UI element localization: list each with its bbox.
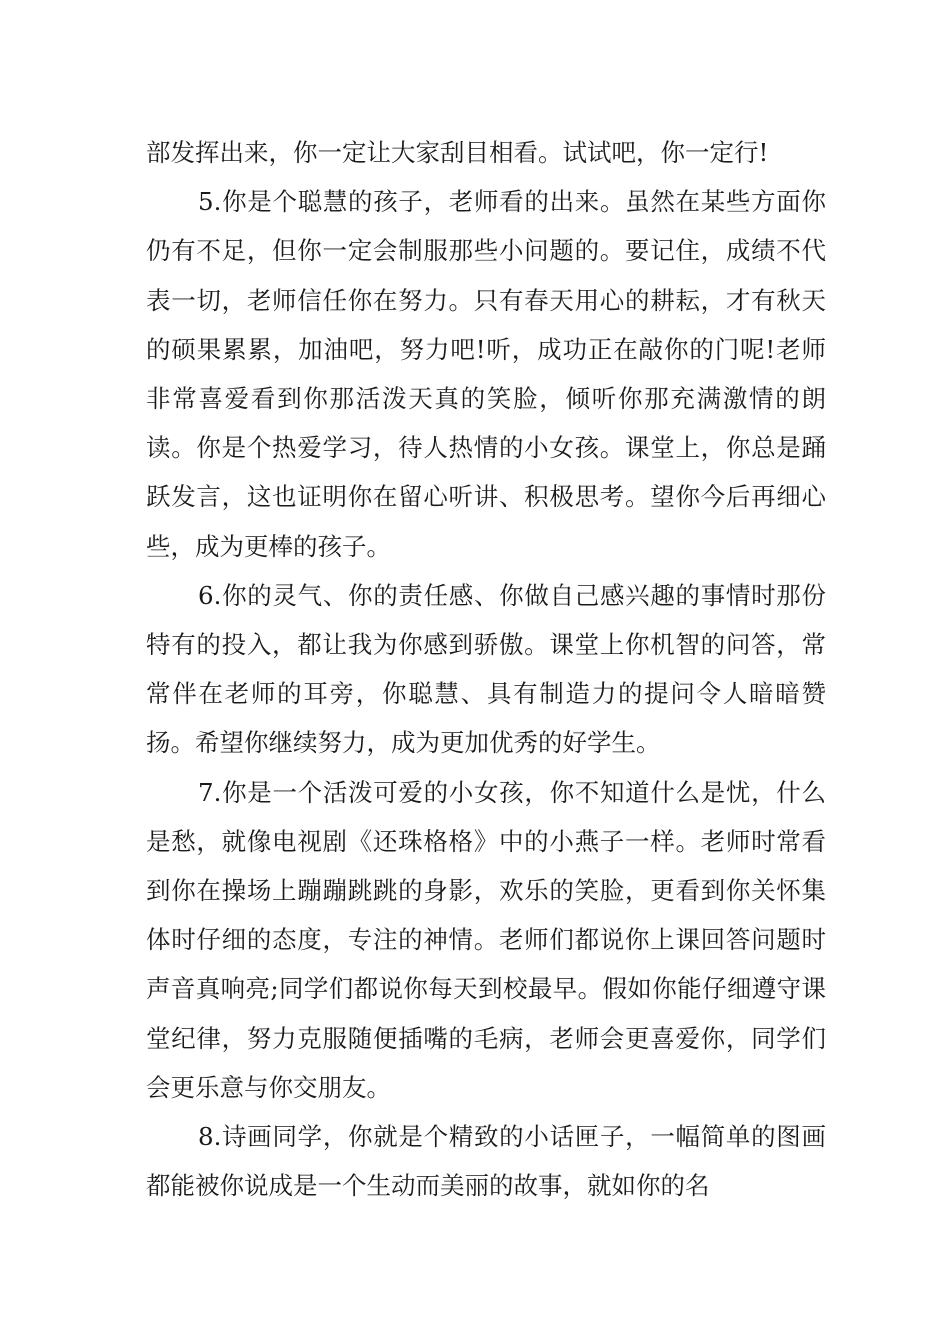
paragraph-item-5: 5.你是个聪慧的孩子，老师看的出来。虽然在某些方面你仍有不足，但你一定会制服那些小问题的。要记住，成绩不代表一切，老师信任你在努力。只有春天用心的耕耘，才有秋天的硕果累累，加油吧，努力吧!听，成功正在敲你的门呢!老师非常喜爱看到你那活泼天真的笑脸，倾听你那充满激情的朗读。你是个热爱学习，待人热情的小女孩。课堂上，你总是踊跃发言，这也证明你在留心听讲、积极思考。望你今后再细心些，成为更棒的孩子。 (146, 187, 826, 561)
paragraph-continuation: 部发挥出来，你一定让大家刮目相看。试试吧，你一定行! (146, 138, 769, 167)
paragraph-item-8: 8.诗画同学，你就是个精致的小话匣子，一幅简单的图画都能被你说成是一个生动而美丽的故事，就如你的名 (146, 1122, 826, 1201)
paragraph-item-6: 6.你的灵气、你的责任感、你做自己感兴趣的事情时那份特有的投入，都让我为你感到骄傲。课堂上你机智的问答，常常伴在老师的耳旁，你聪慧、具有制造力的提问令人暗暗赞扬。希望你继续努力，成为更加优秀的好学生。 (146, 580, 826, 758)
document-body (146, 128, 826, 1210)
paragraph-item-7: 7.你是一个活泼可爱的小女孩，你不知道什么是忧，什么是愁，就像电视剧《还珠格格》中的小燕子一样。老师时常看到你在操场上蹦蹦跳跳的身影，欢乐的笑脸，更看到你关怀集体时仔细的态度，专注的神情。老师们都说你上课回答问题时声音真响亮;同学们都说你每天到校最早。假如你能仔细遵守课堂纪律，努力克服随便插嘴的毛病，老师会更喜爱你，同学们会更乐意与你交朋友。 (146, 777, 826, 1102)
